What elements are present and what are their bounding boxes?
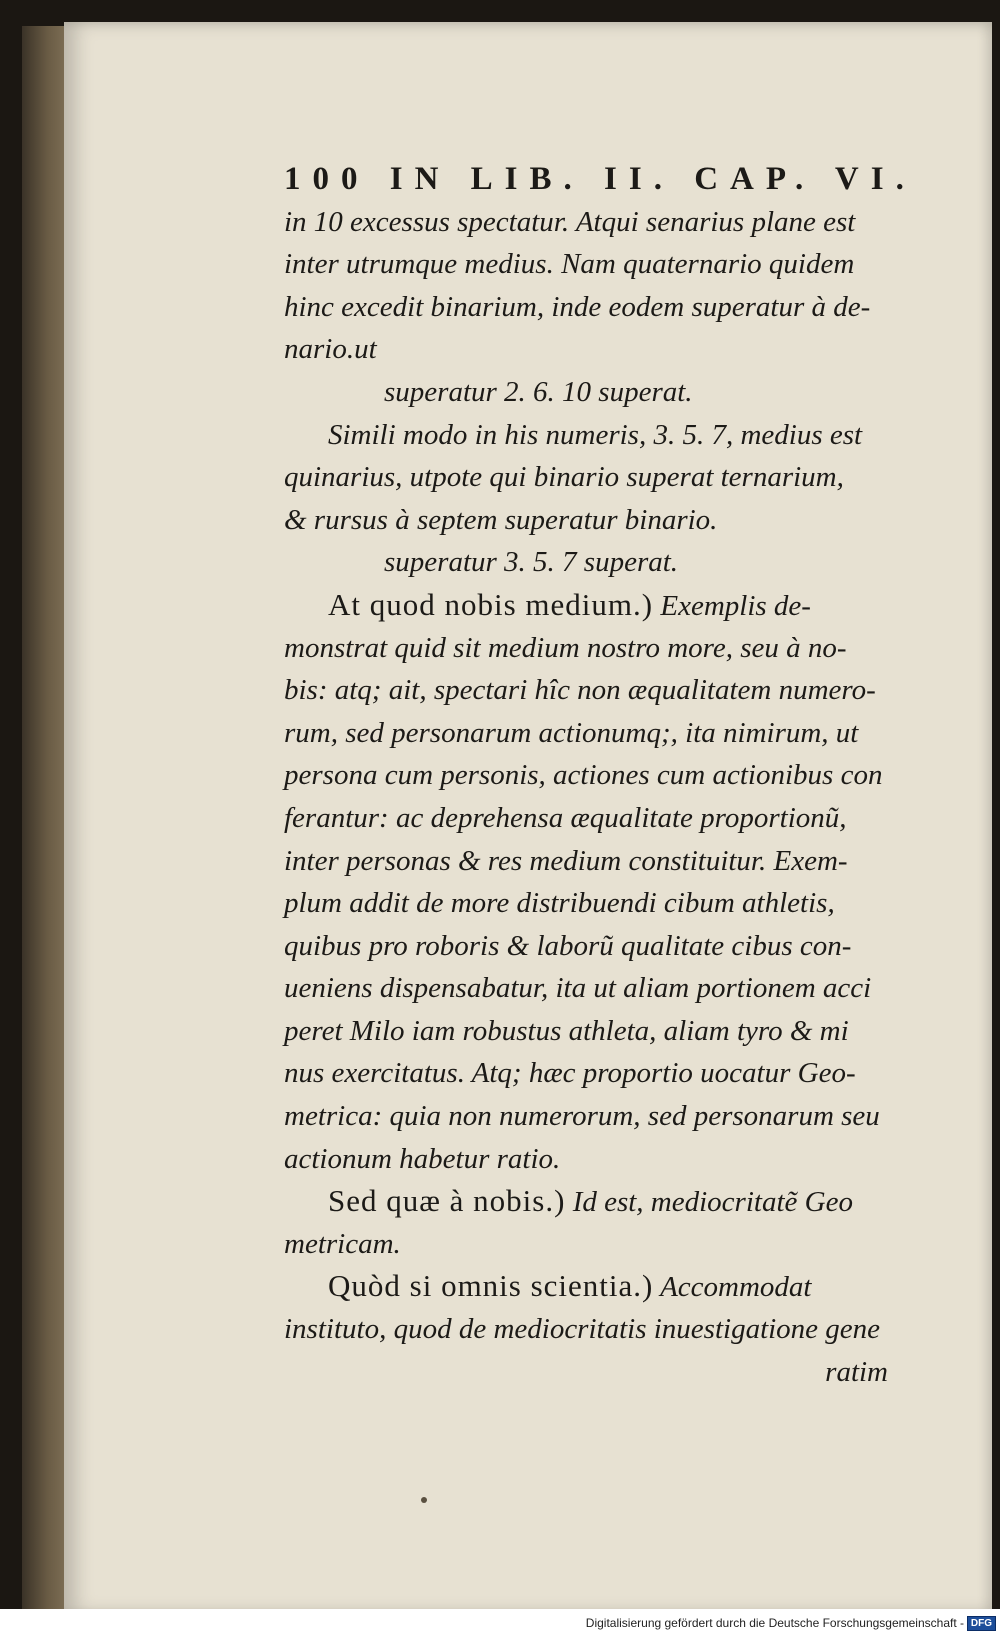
text-line: ferantur: ac deprehensa æqualitate proportionũ, <box>284 801 847 834</box>
text-line: plum addit de more distribuendi cibum athletis, <box>284 887 835 920</box>
page-text <box>284 158 944 1393</box>
running-header: 100 IN LIB. II. CAP. VI. <box>284 161 916 197</box>
text-line: actionum habetur ratio. <box>284 1142 561 1175</box>
text-line: inter personas & res medium constituitur. Exem- <box>284 844 848 877</box>
text-line: bis: atq; ait, spectari hîc non æqualitatem numero- <box>284 674 876 707</box>
text-line: persona cum personis, actiones cum actionibus con <box>284 759 883 792</box>
text-line: nario.ut <box>284 333 377 366</box>
lemma-line <box>284 584 944 627</box>
text-line: Simili modo in his numeris, 3. 5. 7, medius est <box>328 418 863 451</box>
text-line: monstrat quid sit medium nostro more, seu à no- <box>284 631 847 664</box>
example-line: superatur 2. 6. 10 superat. <box>384 375 693 408</box>
text-line: peret Milo iam robustus athleta, aliam tyro & mi <box>284 1014 849 1047</box>
text-line: rum, sed personarum actionumq;, ita nimirum, ut <box>284 716 859 749</box>
lemma-heading: Sed quæ à nobis.) <box>328 1183 566 1219</box>
text-line: metrica: quia non numerorum, sed personarum seu <box>284 1100 880 1133</box>
example-line: superatur 3. 5. 7 superat. <box>384 546 679 579</box>
text-line: hinc excedit binarium, inde eodem superatur à de- <box>284 290 871 323</box>
text-line: quinarius, utpote qui binario superat ternarium, <box>284 461 844 494</box>
paper-speck <box>421 1497 427 1503</box>
lemma-line <box>284 1180 944 1223</box>
text-line: nus exercitatus. Atq; hæc proportio uocatur Geo- <box>284 1057 856 1090</box>
lemma-heading: At quod nobis medium.) <box>328 586 654 622</box>
lemma-line <box>284 1265 944 1308</box>
lemma-commentary: Accommodat <box>660 1271 812 1304</box>
text-line: & rursus à septem superatur binario. <box>284 503 718 536</box>
text-line: metricam. <box>284 1227 401 1260</box>
text-line: ueniens dispensabatur, ita ut aliam portionem acci <box>284 972 872 1005</box>
lemma-commentary: Exemplis de- <box>660 589 811 622</box>
text-line: instituto, quod de mediocritatis inuestigatione gene <box>284 1313 881 1346</box>
catchword: ratim <box>825 1355 888 1388</box>
text-line: quibus pro roboris & laborũ qualitate cibus con- <box>284 929 852 962</box>
digitization-footer <box>0 1609 1000 1635</box>
dfg-logo-icon: DFG <box>967 1616 996 1631</box>
footer-credit: Digitalisierung gefördert durch die Deutsche Forschungsgemeinschaft - <box>585 1616 964 1630</box>
text-line: in 10 excessus spectatur. Atqui senarius plane est <box>284 205 856 238</box>
lemma-heading: Quòd si omnis scientia.) <box>328 1268 654 1304</box>
lemma-commentary: Id est, mediocritatẽ Geo <box>572 1186 853 1219</box>
text-line: inter utrumque medius. Nam quaternario quidem <box>284 248 855 281</box>
